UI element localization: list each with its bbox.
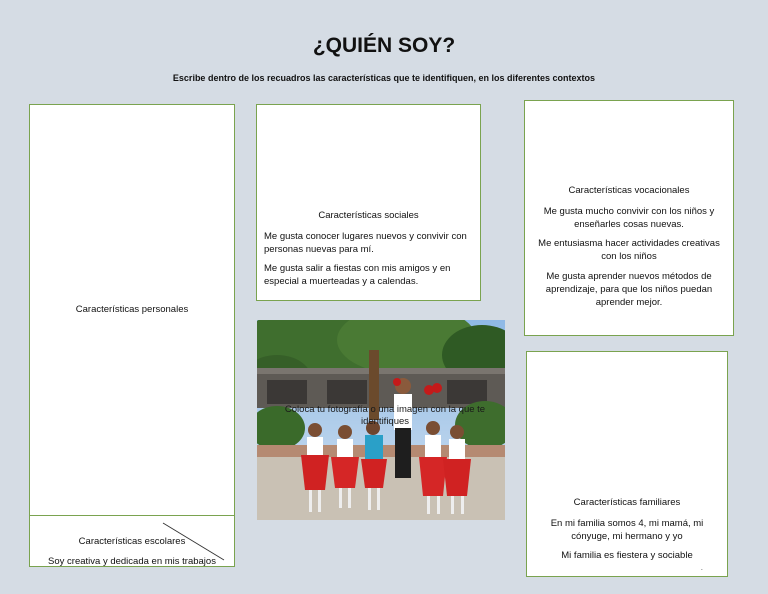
social-paragraph: Me gusta salir a fiestas con mis amigos y en especial a muerteadas y a calendas. — [264, 263, 451, 288]
family-characteristics-box[interactable] — [526, 351, 728, 577]
social-heading: Características sociales — [318, 210, 419, 221]
family-paragraph: En mi familia somos 4, mi mamá, mi cónyuge, mi hermano y yo — [550, 518, 704, 543]
school-heading: Características escolares — [78, 536, 186, 547]
page-subtitle: Escribe dentro de los recuadros las características que te identifiquen, en los diferentes contextos — [172, 73, 596, 83]
personal-characteristics-box[interactable] — [29, 104, 235, 516]
social-characteristics-box[interactable] — [256, 104, 481, 301]
family-paragraph: Mi familia es fiestera y sociable — [561, 550, 693, 562]
vocational-heading: Características vocacionales — [568, 185, 690, 196]
vocational-paragraph: Me gusta aprender nuevos métodos de aprendizaje, para que los niños puedan aprender mejor. — [545, 270, 713, 308]
school-characteristics-box[interactable] — [29, 515, 235, 567]
social-paragraph: Me gusta conocer lugares nuevos y convivir con personas nuevas para mí. — [264, 231, 467, 256]
stray-mark: . — [700, 562, 703, 572]
vocational-characteristics-box[interactable] — [524, 100, 734, 336]
page-title: ¿QUIÉN SOY? — [312, 34, 456, 57]
group-photo[interactable] — [257, 320, 505, 520]
school-text: Soy creativa y dedicada en mis trabajos — [48, 556, 216, 567]
vocational-paragraph: Me entusiasma hacer actividades creativas con los niños — [538, 238, 720, 263]
personal-heading: Características personales — [75, 304, 189, 315]
family-heading: Características familiares — [573, 497, 681, 508]
vocational-paragraph: Me gusta mucho convivir con los niños y enseñarles cosas nuevas. — [543, 206, 715, 231]
photo-caption: Coloca tu fotografía o una imagen con la que te identifiques — [284, 404, 486, 427]
